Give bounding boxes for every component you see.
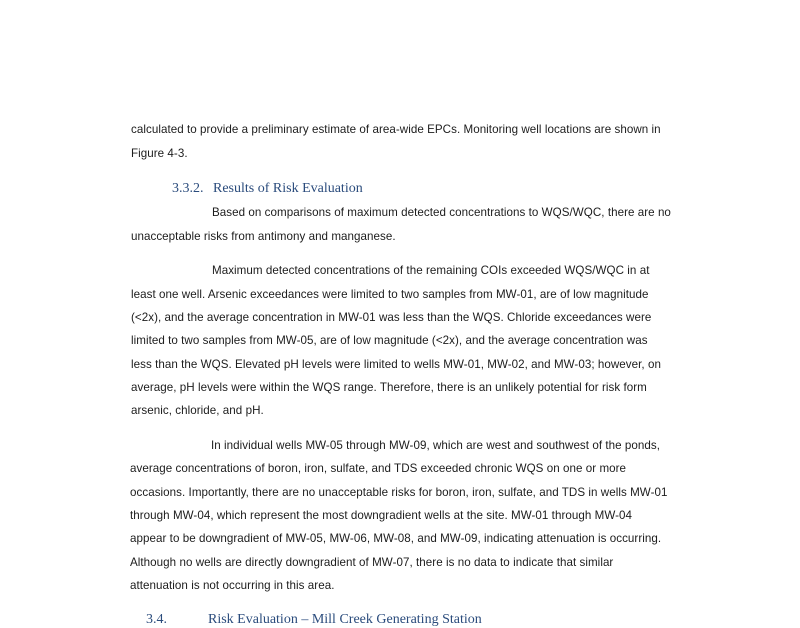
section-title: Results of Risk Evaluation — [213, 181, 363, 196]
body-text-line: Maximum detected concentrations of the remaining COIs exceeded WQS/WQC in at — [212, 264, 650, 277]
next-section-title: Risk Evaluation – Mill Creek Generating Station — [208, 612, 482, 627]
body-text-line: limited to two samples from MW-05, are of low magnitude (<2x), and the average concentration was — [131, 334, 648, 347]
section-heading — [172, 181, 363, 197]
section-number: 3.3.2. — [172, 181, 204, 196]
body-text-line: least one well. Arsenic exceedances were limited to two samples from MW-01, are of low magnitude — [131, 288, 649, 301]
body-text-line: less than the WQS. Elevated pH levels were limited to wells MW-01, MW-02, and MW-03; however, on — [131, 358, 661, 371]
body-text-line: Based on comparisons of maximum detected concentrations to WQS/WQC, there are no — [212, 206, 671, 219]
body-text-line: arsenic, chloride, and pH. — [131, 404, 264, 417]
next-section-number: 3.4. — [146, 612, 167, 627]
body-text-line: unacceptable risks from antimony and manganese. — [131, 230, 396, 243]
body-text-line: average, pH levels were within the WQS range. Therefore, there is an unlikely potential for risk form — [131, 381, 647, 394]
body-text-line: attenuation is not occurring in this area. — [130, 579, 335, 592]
body-text-line: Figure 4-3. — [131, 147, 188, 160]
body-text-line: (<2x), and the average concentration in MW-01 was less than the WQS. Chloride exceedances were — [131, 311, 652, 324]
body-text-line: Although no wells are directly downgradient of MW-07, there is no data to indicate that similar — [130, 556, 614, 569]
body-text-line: occasions. Importantly, there are no unacceptable risks for boron, iron, sulfate, and TDS in wells MW-01 — [130, 486, 668, 499]
body-text-line: In individual wells MW-05 through MW-09, which are west and southwest of the ponds, — [211, 439, 661, 452]
body-text-line: average concentrations of boron, iron, sulfate, and TDS exceeded chronic WQS on one or more — [130, 462, 627, 475]
body-text-line: appear to be downgradient of MW-05, MW-06, MW-08, and MW-09, indicating attenuation is occurring. — [130, 532, 662, 545]
body-text-line: calculated to provide a preliminary estimate of area-wide EPCs. Monitoring well locations are shown in — [131, 123, 661, 136]
body-text-line: through MW-04, which represent the most downgradient wells at the site. MW-01 through MW-04 — [130, 509, 633, 522]
next-section-heading — [146, 612, 482, 627]
